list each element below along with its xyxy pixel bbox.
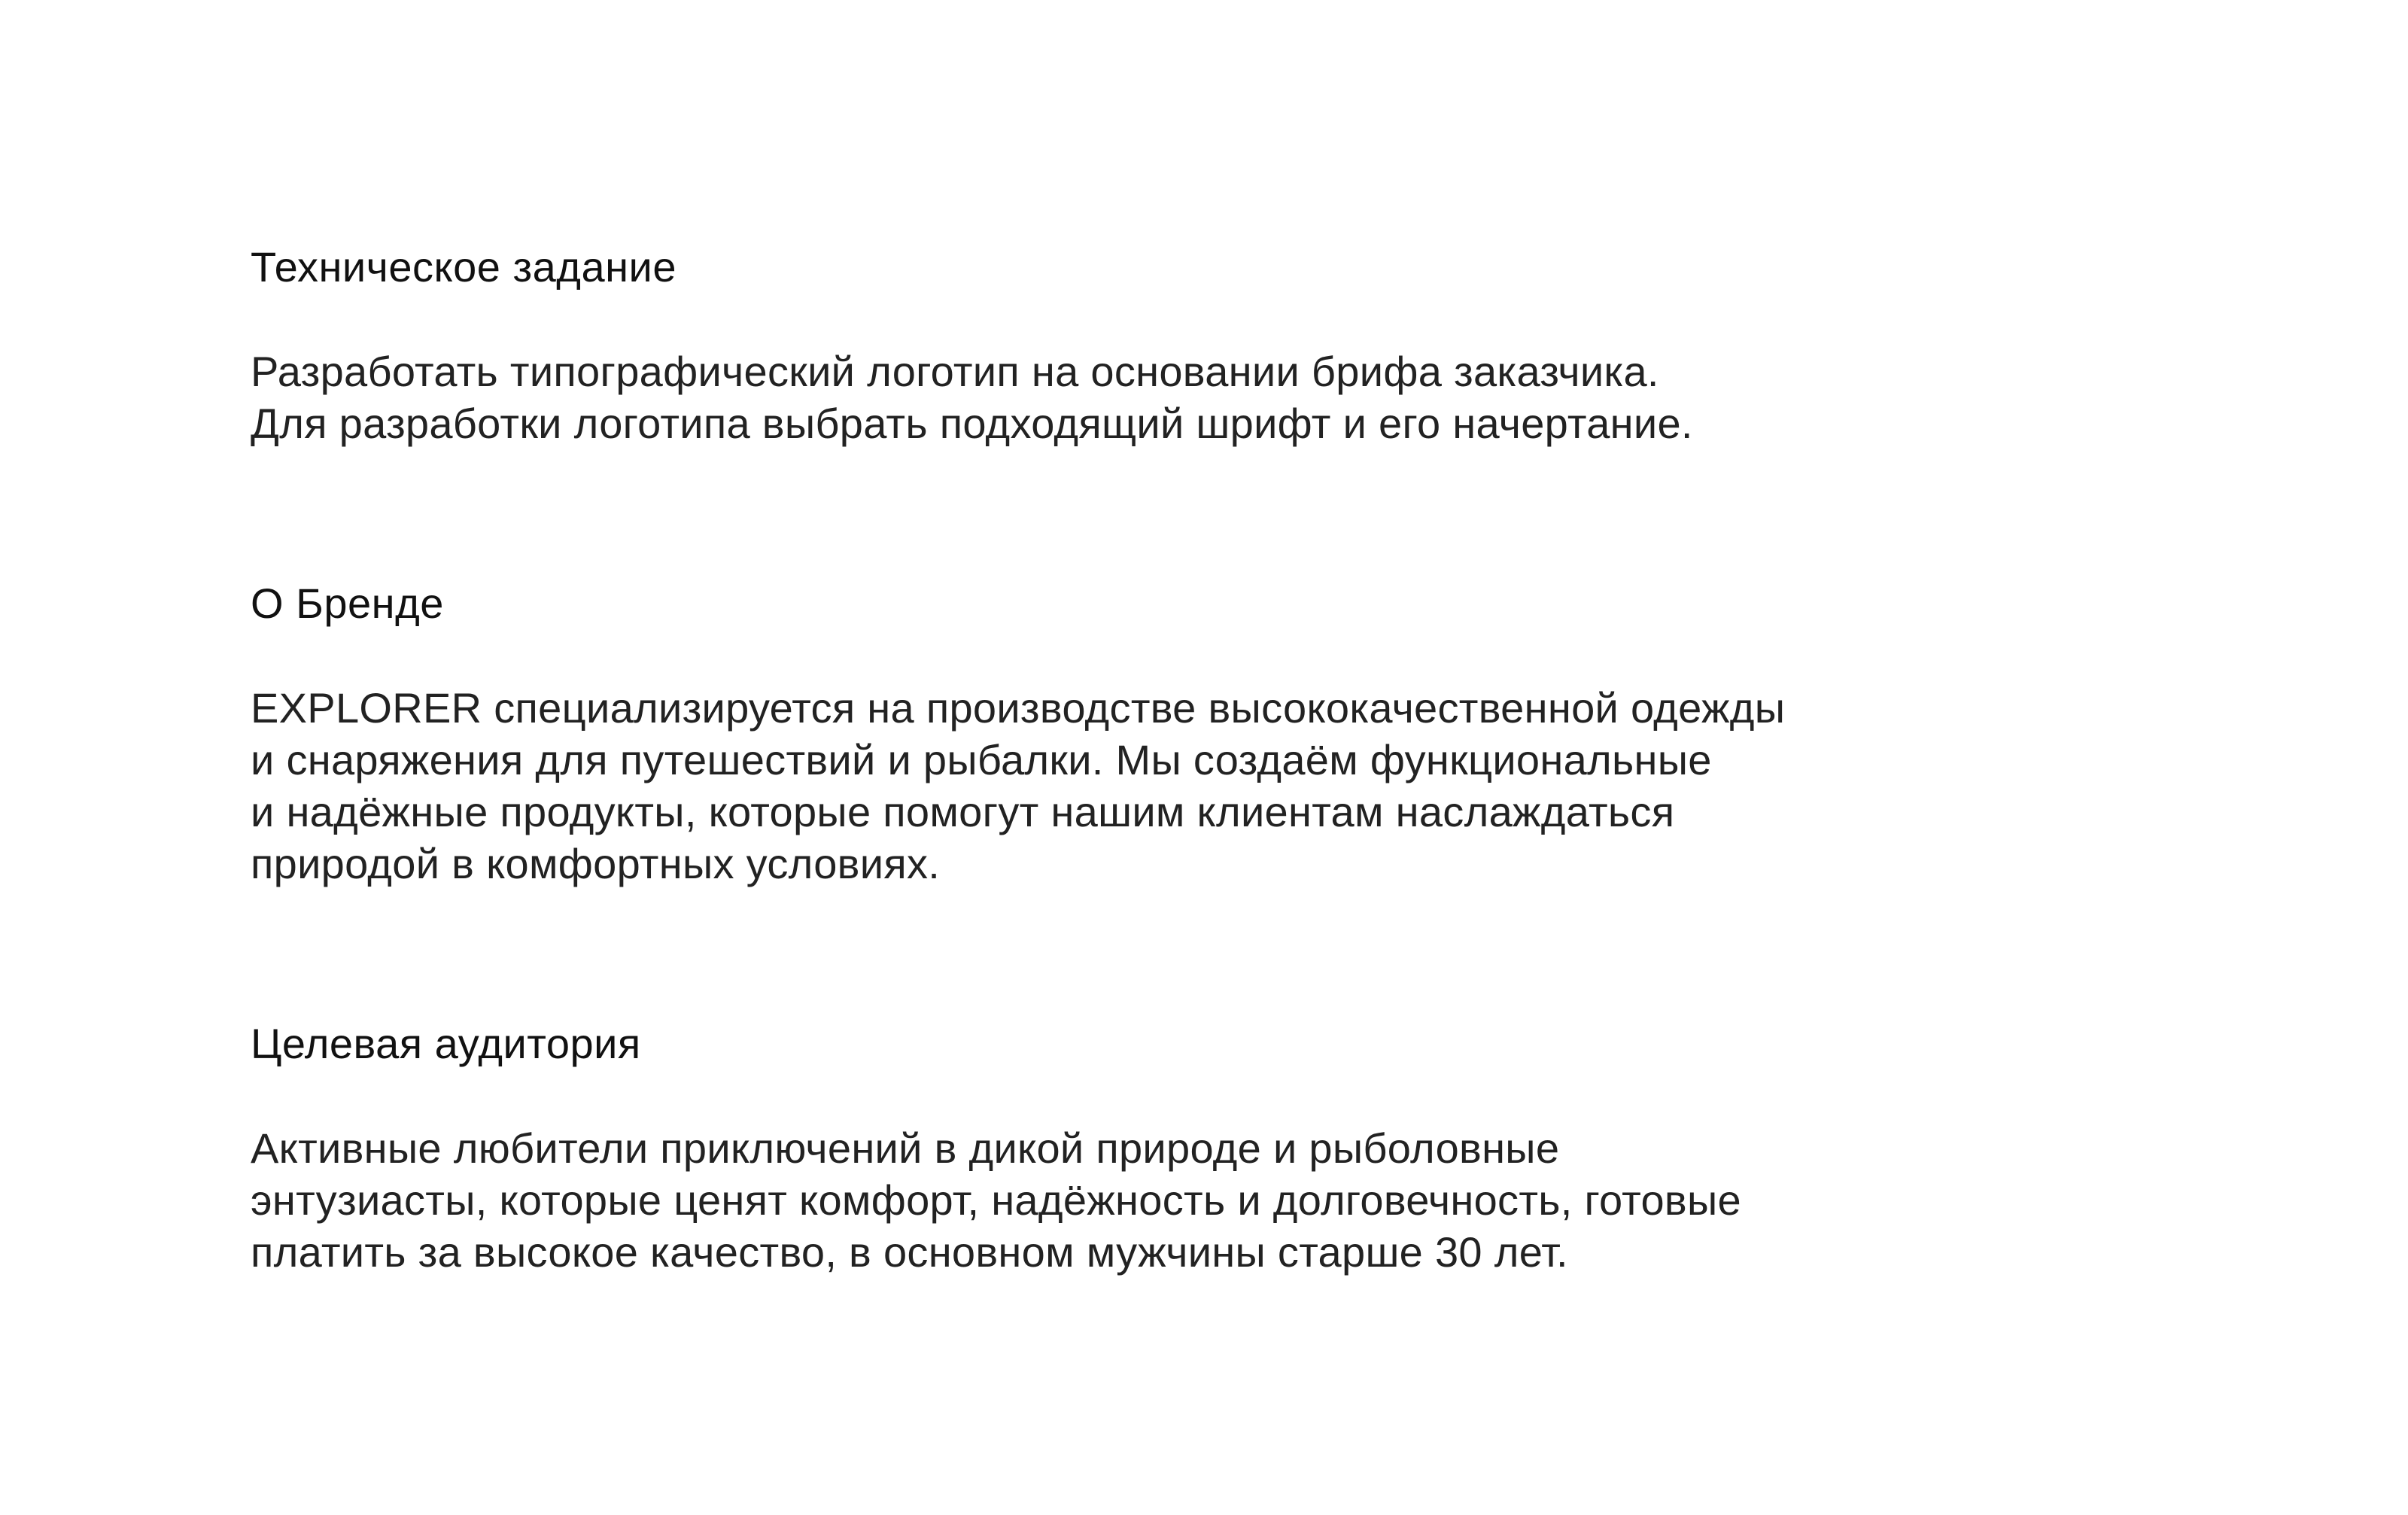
section-heading-target-audience: Целевая аудитория <box>251 1020 641 1067</box>
text-line: энтузиасты, которые ценят комфорт, надёжность и долговечность, готовые <box>251 1176 1741 1224</box>
section-heading-technical-task: Техническое задание <box>251 243 676 291</box>
text-line: и надёжные продукты, которые помогут нашим клиентам наслаждаться <box>251 788 1675 835</box>
section-text-technical-task <box>251 294 1693 449</box>
text-line: природой в комфортных условиях. <box>251 840 941 887</box>
section-text-target-audience <box>251 1070 1741 1278</box>
section-technical-task <box>251 241 1693 449</box>
text-line: EXPLORER специализируется на производстве высококачественной одежды <box>251 684 1786 732</box>
text-line: платить за высокое качество, в основном мужчины старше 30 лет. <box>251 1228 1568 1276</box>
section-about-brand <box>251 577 1785 890</box>
text-line: Для разработки логотипа выбрать подходящий шрифт и его начертание. <box>251 400 1693 447</box>
text-line: Активные любители приключений в дикой природе и рыболовные <box>251 1124 1560 1172</box>
section-text-about-brand <box>251 630 1785 890</box>
text-line: Разработать типографический логотип на основании брифа заказчика. <box>251 348 1659 395</box>
section-heading-about-brand: О Бренде <box>251 580 444 627</box>
text-line: и снаряжения для путешествий и рыбалки. Мы создаём функциональные <box>251 736 1712 783</box>
section-target-audience <box>251 1018 1741 1278</box>
